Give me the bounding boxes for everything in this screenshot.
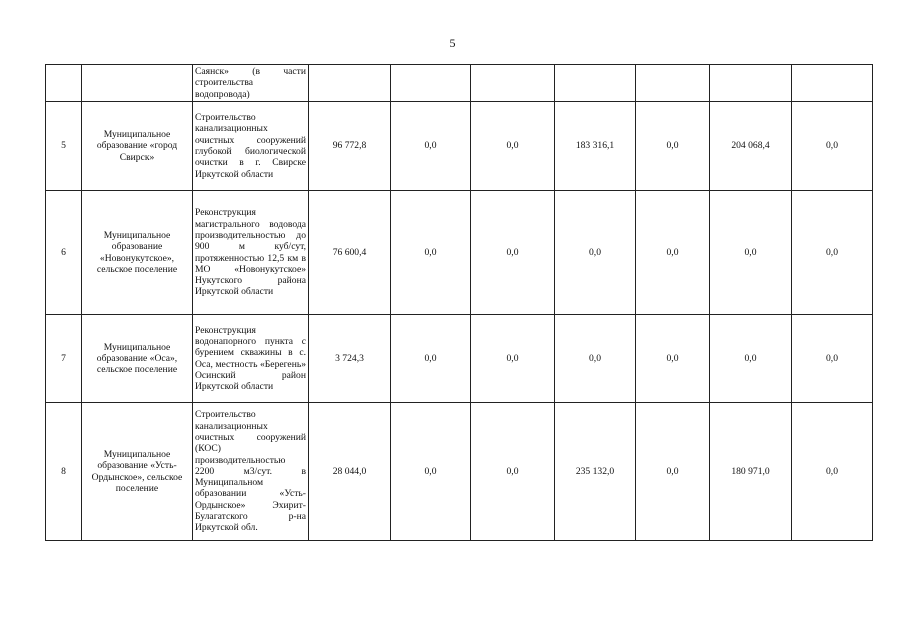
amount-cell: 204 068,4 <box>710 102 792 191</box>
project-description-cell <box>193 403 309 541</box>
amount-cell: 0,0 <box>471 315 555 403</box>
amount-cell: 0,0 <box>792 102 873 191</box>
table-row <box>46 191 873 315</box>
amount-cell: 0,0 <box>792 191 873 315</box>
amount-cell: 0,0 <box>471 403 555 541</box>
amount-cell: 0,0 <box>636 191 710 315</box>
amount-cell: 0,0 <box>555 191 636 315</box>
table-row <box>46 403 873 541</box>
amount-cell: 0,0 <box>636 315 710 403</box>
amount-cell: 180 971,0 <box>710 403 792 541</box>
amount-cell: 0,0 <box>391 315 471 403</box>
project-description-text: Строительство канализационных очистных сооружений глубокой биологической очистки в г. Свирске Иркутской области <box>195 112 306 180</box>
amount-cell: 0,0 <box>636 102 710 191</box>
project-description-cell <box>193 102 309 191</box>
amount-cell: 0,0 <box>555 315 636 403</box>
project-description-text: Реконструкция водонапорного пункта с бурением скважины в с. Оса, местность «Берегень» Осинский район Иркутской области <box>195 324 306 393</box>
amount-cell: 0,0 <box>636 403 710 541</box>
project-description-text: Саянск» (в части строительства водопровода) <box>195 66 306 100</box>
amount-cell: 96 772,8 <box>309 102 391 191</box>
amount-cell: 0,0 <box>710 315 792 403</box>
amount-cell: 76 600,4 <box>309 191 391 315</box>
amount-cell: 0,0 <box>471 102 555 191</box>
amount-cell: 0,0 <box>710 191 792 315</box>
amount-cell: 0,0 <box>471 191 555 315</box>
page-number: 5 <box>449 36 456 50</box>
project-description-cell <box>193 65 309 102</box>
amount-cell: 0,0 <box>391 102 471 191</box>
project-description-text: Реконструкция магистрального водовода производительностью до 900 м куб/сут, протяженностью 12,5 км в МО «Новонукутское» Нукутского района Иркутской области <box>195 207 306 298</box>
row-number-cell: 5 <box>46 102 82 191</box>
financing-table <box>45 64 873 541</box>
amount-cell <box>710 65 792 102</box>
amount-cell: 0,0 <box>792 403 873 541</box>
municipality-cell: Муниципальное образование «Новонукутское», сельское поселение <box>82 191 193 315</box>
municipality-cell: Муниципальное образование «город Свирск» <box>82 102 193 191</box>
table-row <box>46 65 873 102</box>
project-description-text: Строительство канализационных очистных сооружений (КОС) производительностью 2200 м3/сут. в Муниципальном образовании «Усть-Ордынское» Эхирит-Булагатского р-на Иркутской обл. <box>195 409 306 534</box>
amount-cell <box>471 65 555 102</box>
amount-cell <box>636 65 710 102</box>
amount-cell: 235 132,0 <box>555 403 636 541</box>
table-row <box>46 315 873 403</box>
amount-cell: 0,0 <box>391 191 471 315</box>
municipality-cell: Муниципальное образование «Усть-Ордынское», сельское поселение <box>82 403 193 541</box>
amount-cell <box>555 65 636 102</box>
amount-cell <box>792 65 873 102</box>
row-number-cell <box>46 65 82 102</box>
row-number-cell: 6 <box>46 191 82 315</box>
project-description-cell <box>193 315 309 403</box>
amount-cell: 0,0 <box>391 403 471 541</box>
amount-cell: 28 044,0 <box>309 403 391 541</box>
amount-cell <box>391 65 471 102</box>
amount-cell <box>309 65 391 102</box>
amount-cell: 183 316,1 <box>555 102 636 191</box>
project-description-cell <box>193 191 309 315</box>
municipality-cell: Муниципальное образование «Оса», сельское поселение <box>82 315 193 403</box>
amount-cell: 0,0 <box>792 315 873 403</box>
row-number-cell: 8 <box>46 403 82 541</box>
amount-cell: 3 724,3 <box>309 315 391 403</box>
row-number-cell: 7 <box>46 315 82 403</box>
table-row <box>46 102 873 191</box>
municipality-cell <box>82 65 193 102</box>
